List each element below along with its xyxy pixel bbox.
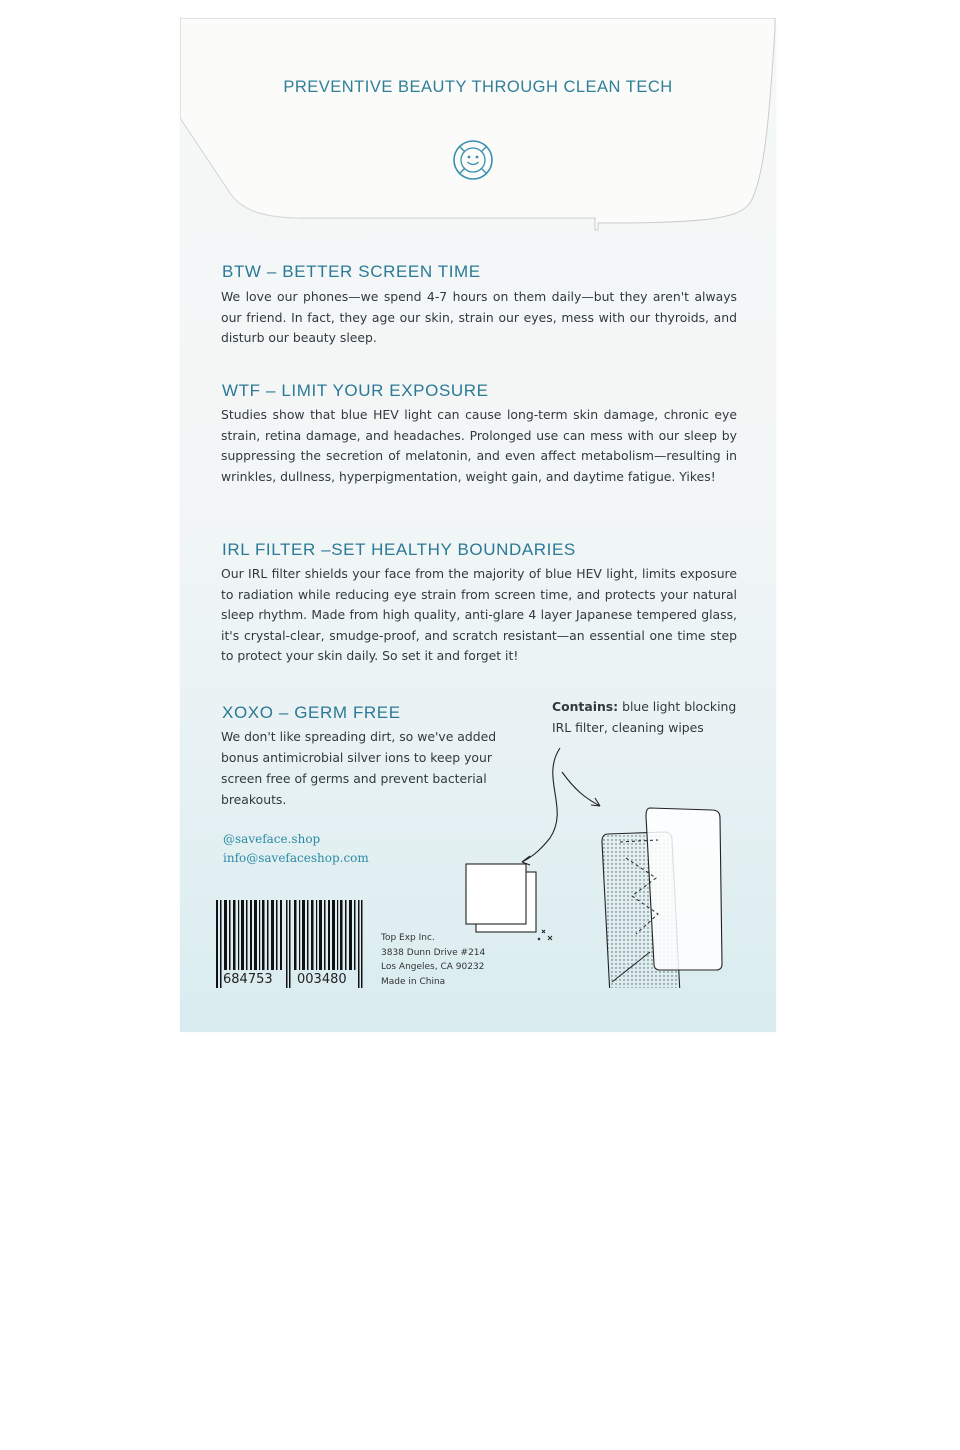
address-line: Made in China <box>381 976 446 987</box>
address-line: Top Exp Inc. <box>381 933 435 943</box>
contents-label: Contains: <box>552 699 619 714</box>
section-body-xoxo: We don't like spreading dirt, so we've added bonus antimicrobial silver ions to keep your screen free of germs and prevent bacterial breakouts. <box>221 729 497 807</box>
section-heading-btw: BTW – BETTER SCREEN TIME <box>222 262 481 281</box>
contents-note <box>552 696 752 738</box>
barcode-number-right: 003480 <box>297 972 347 987</box>
cleaning-wipes-icon <box>466 864 552 940</box>
contents-illustration <box>450 738 750 988</box>
tagline: PREVENTIVE BEAUTY THROUGH CLEAN TECH <box>283 78 673 96</box>
section-body-irl-filter: Our IRL filter shields your face from the majority of blue HEV light, limits exposure to radiation while reducing eye strain from screen time, and protects your natural sleep rhythm. Made from high quality, anti-glare 4 layer Japanese tempered glass, it's crystal-clear, smudge-proof, and scratch resistant—an essential one time step to protect your skin daily. So set it and forget it! <box>221 566 737 664</box>
arrow-to-wipes <box>522 748 560 862</box>
section-body-wtf: Studies show that blue HEV light can cause long-term skin damage, chronic eye strain, retina damage, and headaches. Prolonged use can mess with our sleep by suppressing the secretion of melatonin, and even affect metabolism—resulting in wrinkles, dullness, hyperpigmentation, weight gain, and daytime fatigue. Yikes! <box>221 407 737 484</box>
section-heading-irl-filter: IRL FILTER –SET HEALTHY BOUNDARIES <box>222 540 576 559</box>
smiley-face-crosshair-icon <box>449 136 497 184</box>
section-heading-wtf: WTF – LIMIT YOUR EXPOSURE <box>222 381 489 400</box>
phone-filter-icon <box>602 808 722 988</box>
address-line: 3838 Dunn Drive #214 <box>381 947 486 958</box>
arrow-to-phone <box>562 772 600 806</box>
address-line: Los Angeles, CA 90232 <box>381 962 485 972</box>
instagram-handle: @saveface.shop <box>223 832 321 846</box>
email-address: info@savefaceshop.com <box>223 851 369 865</box>
package-back <box>180 18 776 1032</box>
section-heading-xoxo: XOXO – GERM FREE <box>222 703 401 722</box>
barcode-number-left: 684753 <box>223 972 273 987</box>
contents-text: blue light blocking IRL filter, cleaning wipes <box>552 699 737 735</box>
section-body-btw: We love our phones—we spend 4-7 hours on them daily—but they aren't always our friend. In fact, they age our skin, strain our eyes, mess with our thyroids, and disturb our beauty sleep. <box>221 289 737 346</box>
